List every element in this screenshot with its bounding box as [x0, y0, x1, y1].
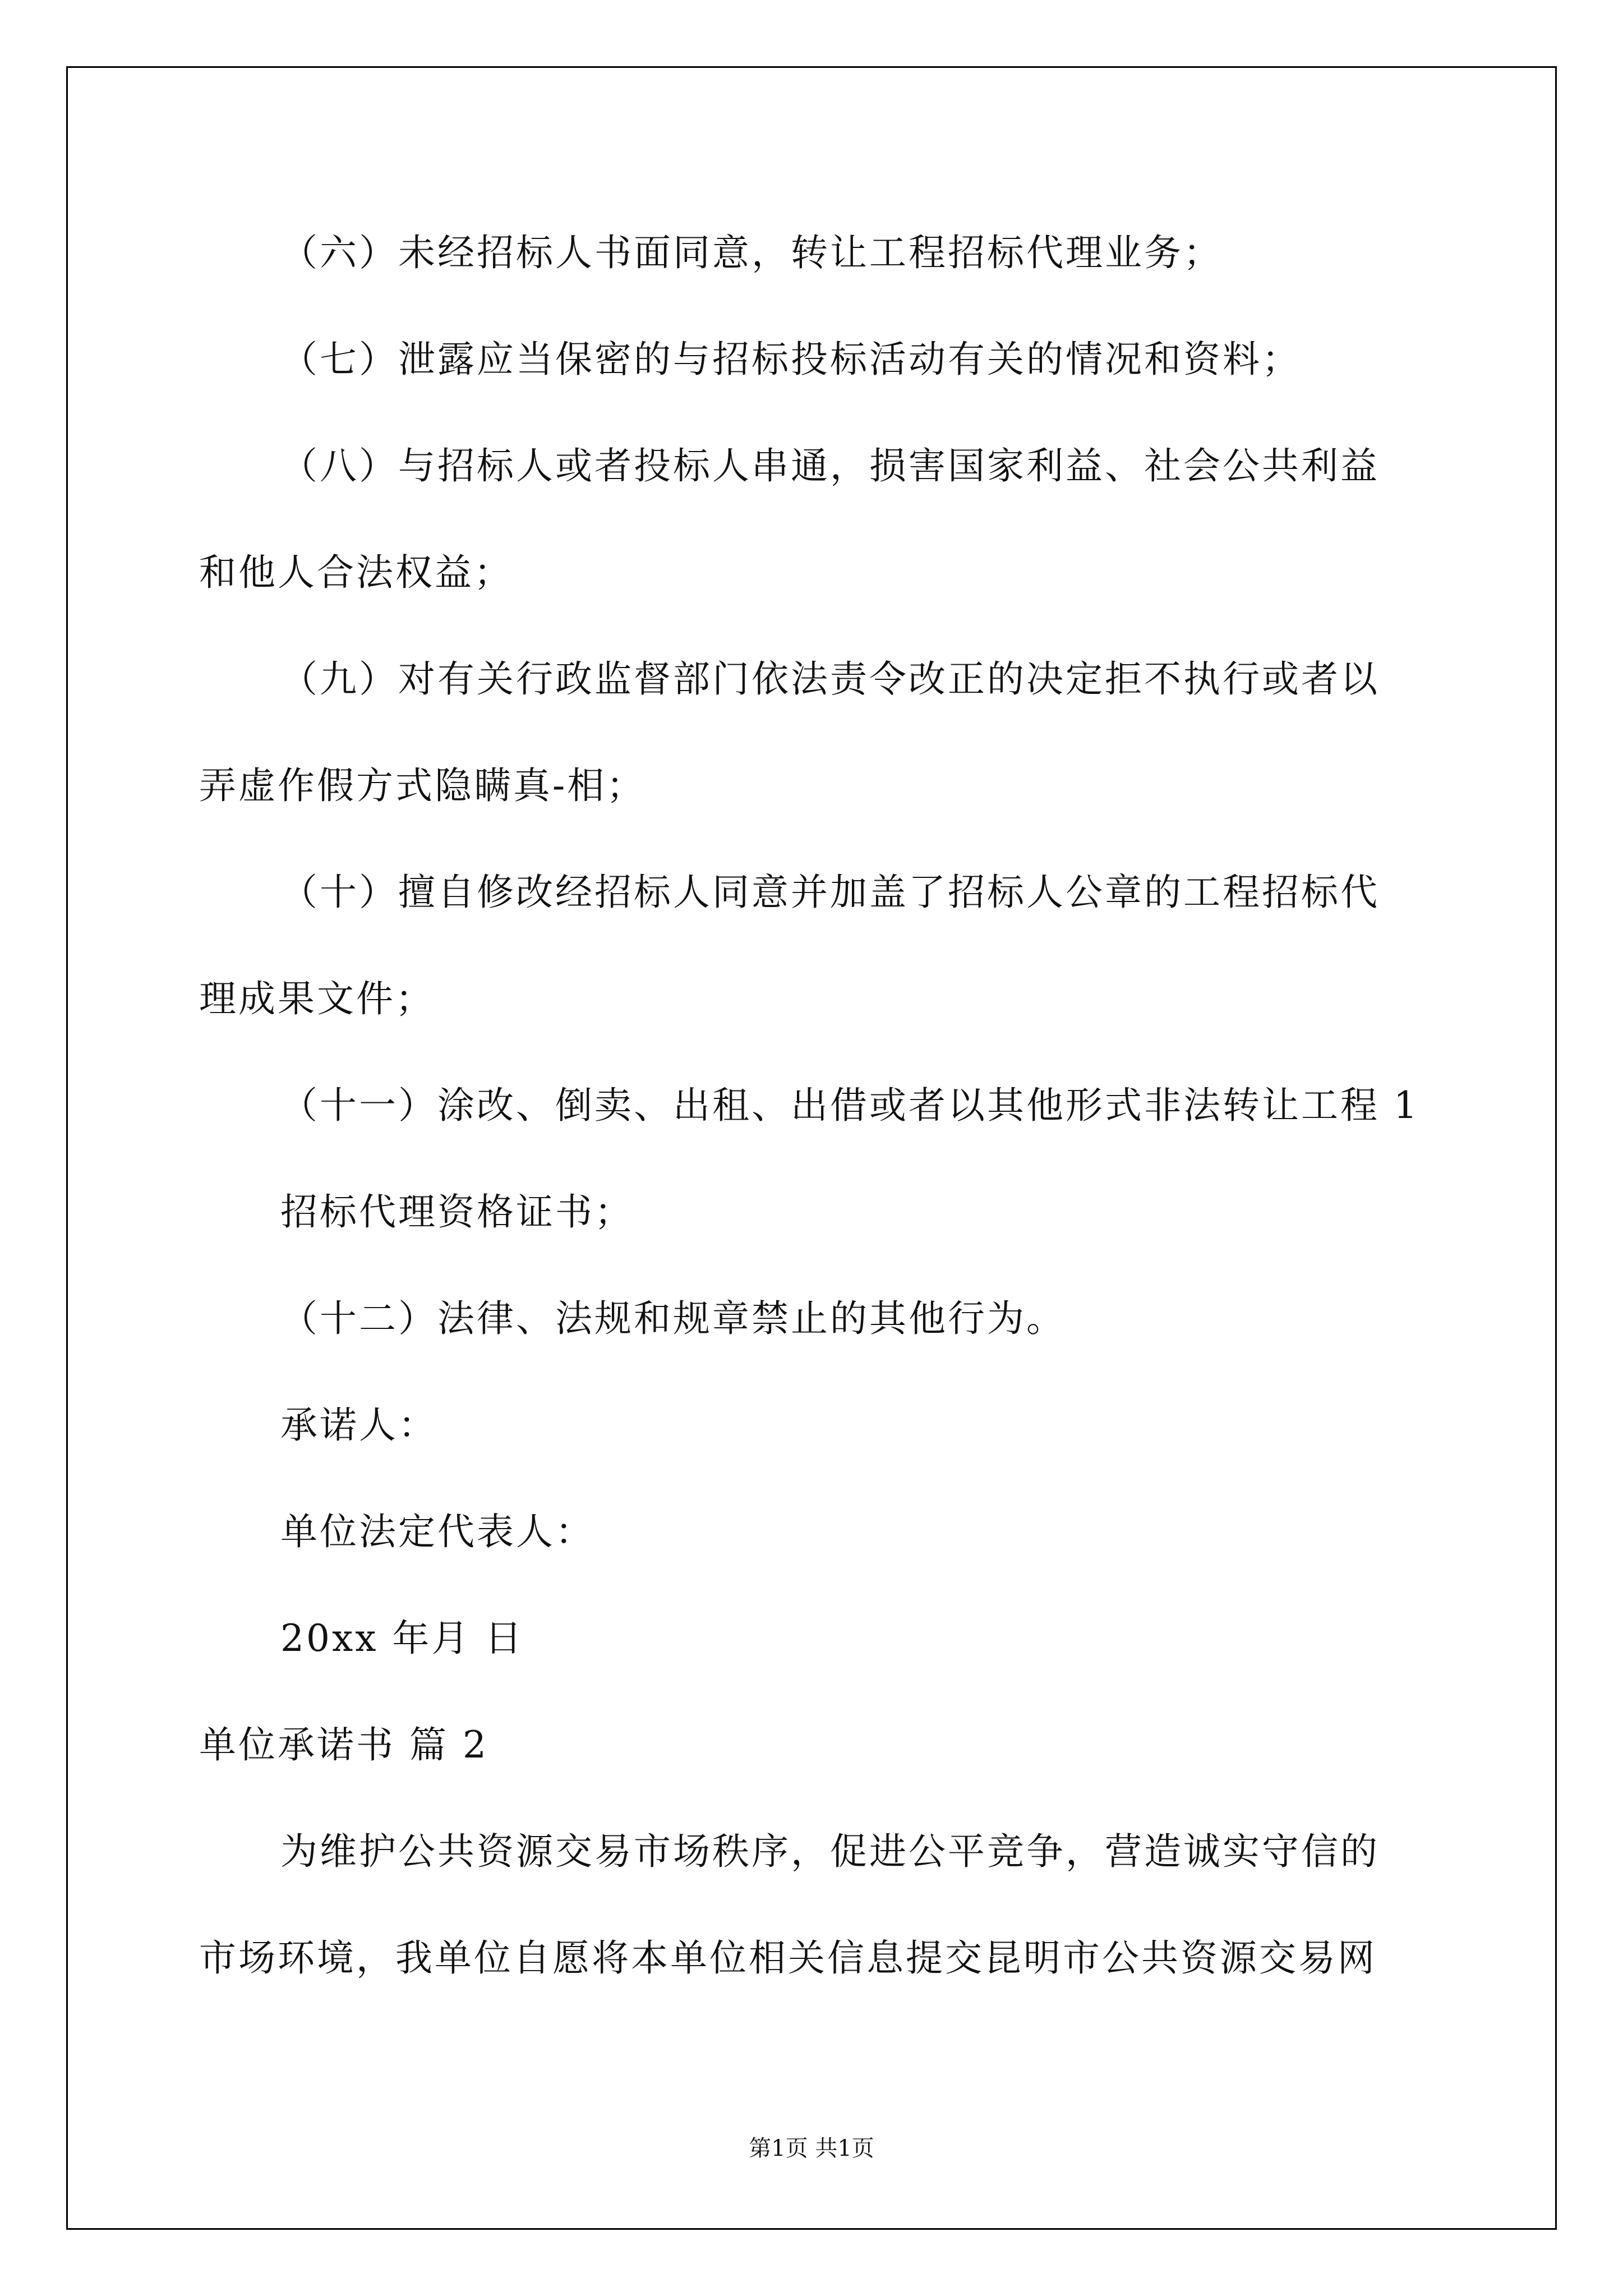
clause-12: （十二）法律、法规和规章禁止的其他行为。: [280, 1297, 1066, 1340]
clause-11-cont: 招标代理资格证书；: [280, 1190, 634, 1234]
paragraph-line-1: 为维护公共资源交易市场秩序，促进公平竞争，营造诚实守信的: [280, 1830, 1380, 1873]
clause-6: （六）未经招标人书面同意，转让工程招标代理业务；: [280, 231, 1223, 274]
clause-9-cont: 弄虚作假方式隐瞒真-相；: [199, 764, 646, 807]
clause-8-cont: 和他人合法权益；: [199, 551, 513, 594]
section-heading: 单位承诺书 篇 2: [199, 1723, 488, 1766]
page-border: [66, 66, 1557, 2230]
promisor-label: 承诺人：: [280, 1404, 437, 1447]
clause-9: （九）对有关行政监督部门依法责令改正的决定拒不执行或者以: [280, 657, 1380, 701]
page-footer: 第1页 共1页: [749, 2136, 874, 2161]
clause-7: （七）泄露应当保密的与招标投标活动有关的情况和资料；: [280, 338, 1301, 381]
date-line: 20xx 年月 日: [280, 1617, 524, 1660]
clause-11: （十一）涂改、倒卖、出租、出借或者以其他形式非法转让工程 1: [280, 1084, 1419, 1127]
paragraph-line-2: 市场环境，我单位自愿将本单位相关信息提交昆明市公共资源交易网: [199, 1936, 1377, 1980]
clause-8: （八）与招标人或者投标人串通，损害国家利益、社会公共利益: [280, 444, 1380, 487]
clause-10-cont: 理成果文件；: [199, 977, 435, 1020]
legal-representative-label: 单位法定代表人：: [280, 1510, 594, 1553]
clause-10: （十）擅自修改经招标人同意并加盖了招标人公章的工程招标代: [280, 871, 1380, 914]
